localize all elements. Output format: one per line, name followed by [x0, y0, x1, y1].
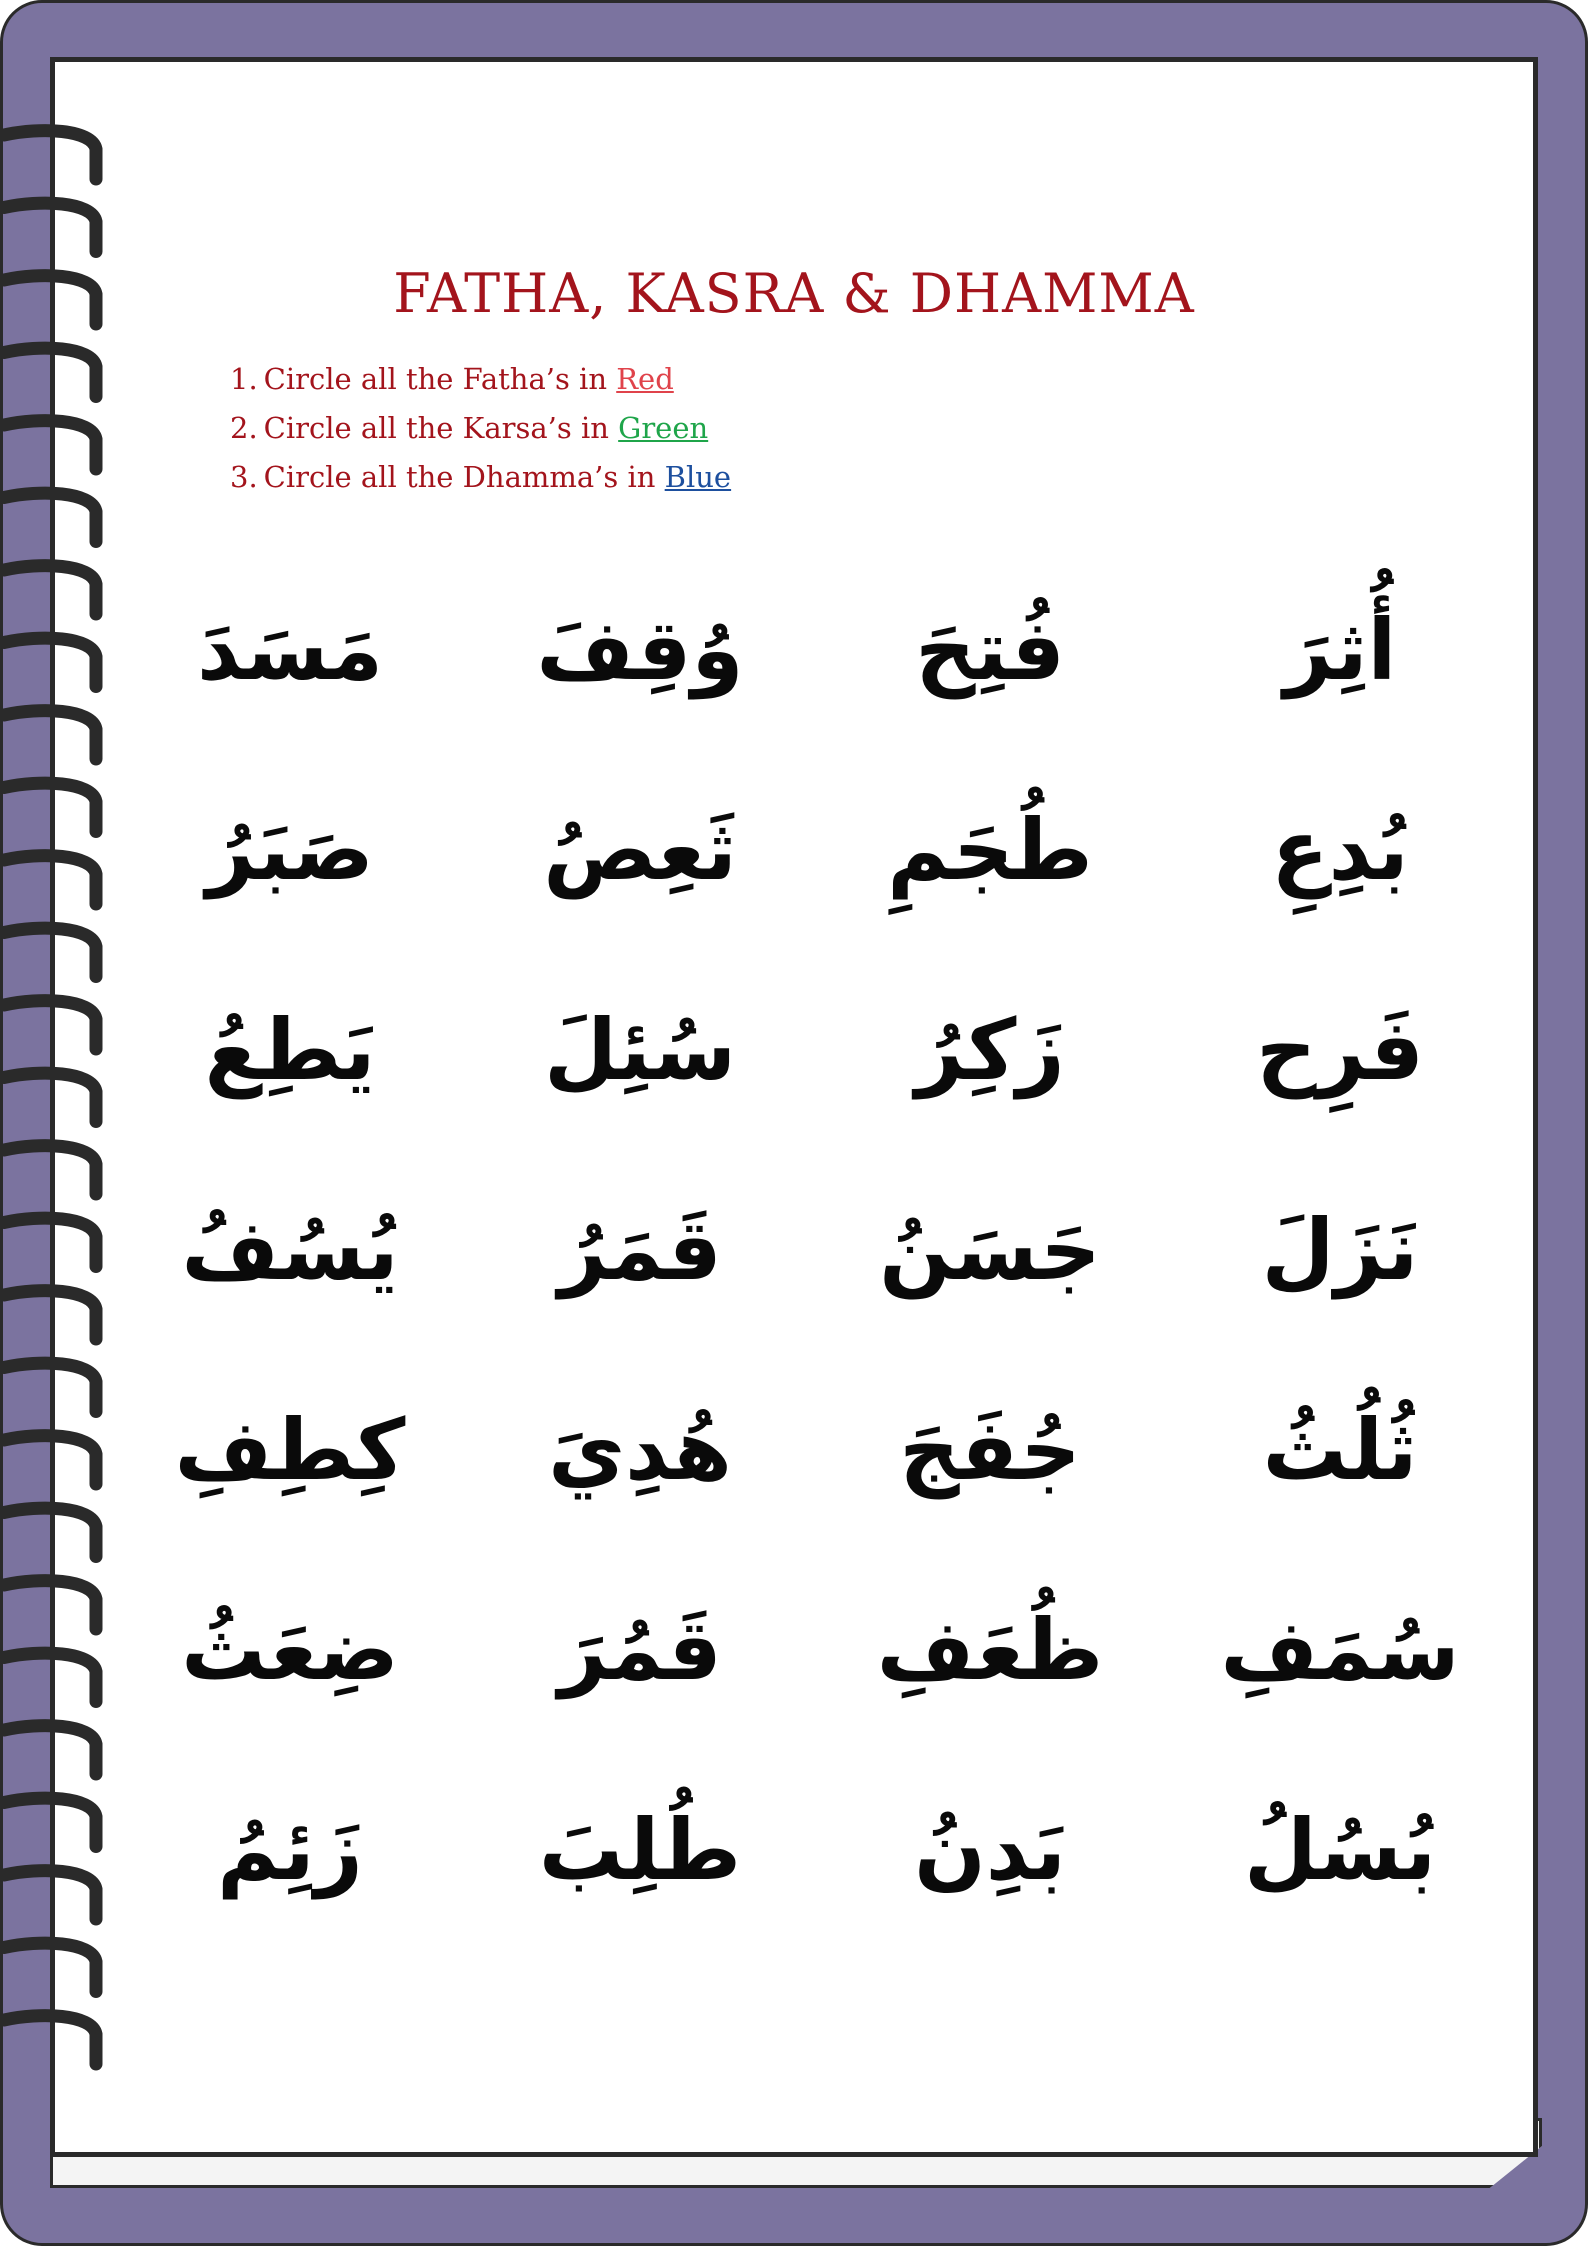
instruction-number: 1. — [230, 362, 258, 396]
instruction-item — [230, 404, 731, 453]
instructions-list — [230, 355, 731, 502]
spiral-coil — [4, 928, 96, 976]
arabic-word[interactable]: ضِعَثُ — [181, 1601, 399, 1699]
arabic-word[interactable]: ثُلُثُ — [1262, 1401, 1418, 1499]
spiral-coil — [4, 1436, 96, 1484]
spiral-coil — [4, 783, 96, 831]
spiral-coil — [4, 638, 96, 686]
arabic-word[interactable]: ثَعِصُ — [543, 801, 737, 899]
spiral-binding — [0, 115, 110, 2095]
arabic-word[interactable]: وُقِفَ — [536, 601, 744, 699]
arabic-word[interactable]: زَئِمُ — [217, 1801, 363, 1899]
arabic-word[interactable]: زَكِرُ — [915, 1001, 1065, 1099]
spiral-coil — [4, 1726, 96, 1774]
word-grid — [140, 560, 1460, 1960]
arabic-word[interactable]: هُدِيَ — [548, 1401, 732, 1499]
spiral-coil — [4, 1581, 96, 1629]
arabic-word[interactable]: صَبَرُ — [206, 801, 374, 899]
spiral-coil — [4, 131, 96, 179]
arabic-word[interactable]: نَزَلَ — [1261, 1201, 1419, 1299]
arabic-word[interactable]: بُدِعِ — [1271, 801, 1409, 899]
spiral-coil — [4, 1798, 96, 1846]
arabic-word[interactable]: طُلِبَ — [538, 1801, 742, 1899]
arabic-word[interactable]: فَرِح — [1256, 1001, 1424, 1099]
spiral-coil — [4, 1146, 96, 1194]
arabic-word[interactable]: جُفَجَ — [899, 1401, 1081, 1499]
spiral-coil — [4, 566, 96, 614]
arabic-word[interactable]: بُسُلُ — [1244, 1801, 1436, 1899]
spiral-coil — [4, 421, 96, 469]
spiral-coil — [4, 1943, 96, 1991]
spiral-coil — [4, 1363, 96, 1411]
spiral-coil — [4, 1001, 96, 1049]
arabic-word[interactable]: سُمَفِ — [1220, 1601, 1460, 1699]
instruction-text: Circle all the Dhamma’s in — [263, 460, 665, 494]
spiral-coil — [4, 856, 96, 904]
spiral-coil — [4, 1073, 96, 1121]
arabic-word[interactable]: فُتِحَ — [915, 601, 1065, 699]
worksheet-title: FATHA, KASRA & DHAMMA — [393, 262, 1195, 325]
spiral-coil — [4, 1508, 96, 1556]
spiral-coil — [4, 348, 96, 396]
arabic-word[interactable]: مَسَدَ — [196, 601, 383, 699]
arabic-word[interactable]: طُجَمِ — [887, 801, 1093, 899]
arabic-word[interactable]: أُثِرَ — [1283, 601, 1397, 699]
instruction-text: Circle all the Karsa’s in — [263, 411, 619, 445]
arabic-word[interactable]: يَطِعُ — [204, 1001, 376, 1099]
instruction-item — [230, 355, 731, 404]
instruction-color-word: Green — [618, 411, 709, 445]
arabic-word[interactable]: بَدِنُ — [914, 1801, 1066, 1899]
instruction-item — [230, 453, 731, 502]
spiral-coil — [4, 203, 96, 251]
spiral-coil — [4, 493, 96, 541]
spiral-coil — [4, 2016, 96, 2064]
instruction-number: 2. — [230, 411, 258, 445]
spiral-coil — [4, 711, 96, 759]
arabic-word[interactable]: قَمُرَ — [558, 1601, 722, 1699]
spiral-coil — [4, 1653, 96, 1701]
arabic-word[interactable]: جَسَنُ — [879, 1201, 1101, 1299]
arabic-word[interactable]: قَمَرُ — [558, 1201, 722, 1299]
spiral-coil — [4, 1871, 96, 1919]
spiral-coil — [4, 1291, 96, 1339]
spiral-coil — [4, 1218, 96, 1266]
instruction-color-word: Red — [616, 362, 674, 396]
instruction-number: 3. — [230, 460, 258, 494]
arabic-word[interactable]: يُسُفُ — [181, 1201, 399, 1299]
instruction-color-word: Blue — [664, 460, 732, 494]
arabic-word[interactable]: سُئِلَ — [544, 1001, 736, 1099]
arabic-word[interactable]: كِطِفِ — [174, 1401, 406, 1499]
arabic-word[interactable]: ظُعَفِ — [876, 1601, 1104, 1699]
instruction-text: Circle all the Fatha’s in — [263, 362, 617, 396]
